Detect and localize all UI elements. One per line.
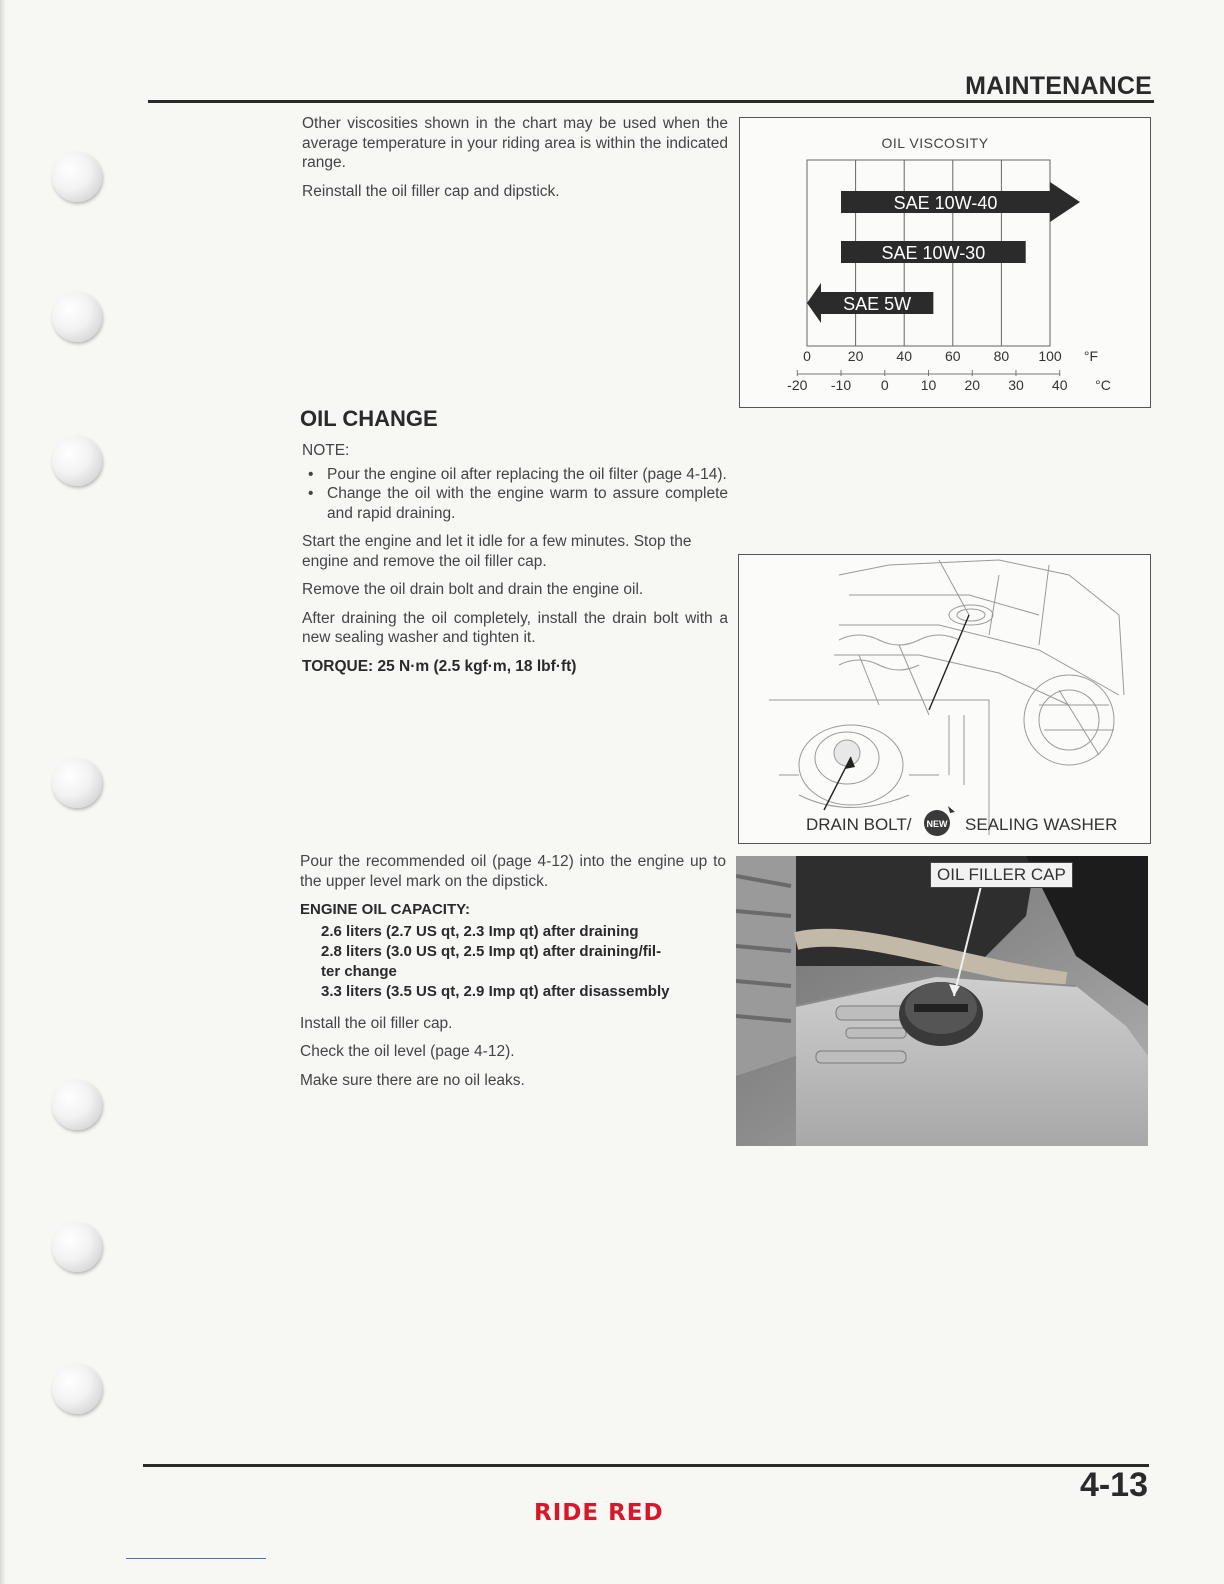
binder-hole [52, 152, 102, 202]
note-text: Change the oil with the engine warm to assure complete and rapid draining. [327, 485, 728, 522]
celsius-tick-label: 10 [920, 377, 937, 393]
refill-block [300, 852, 726, 1099]
oil-change-block [302, 441, 728, 685]
binder-hole [52, 758, 102, 808]
bullet-icon: • [308, 465, 314, 483]
page-number: 4-13 [1079, 1466, 1148, 1504]
step-install-drain-bolt: After draining the oil completely, install the drain bolt with a new sealing washer and tighten it. [302, 609, 728, 646]
step-check-level: Check the oil level (page 4-12). [300, 1043, 515, 1060]
note-list [302, 465, 728, 524]
drain-bolt-illustration [738, 554, 1151, 844]
capacity-line: 3.3 liters (3.5 US qt, 2.9 Imp qt) after disassembly [321, 982, 670, 1000]
torque-spec: TORQUE: 25 N·m (2.5 kgf·m, 18 lbf·ft) [302, 657, 577, 675]
viscosity-bar [841, 241, 1026, 263]
celsius-tick-label: 20 [964, 377, 981, 393]
section-title: MAINTENANCE [965, 72, 1152, 100]
header-rule [148, 100, 1154, 103]
step-check-leaks: Make sure there are no oil leaks. [300, 1071, 525, 1089]
intro-paragraph: Other viscosities shown in the chart may be used when the average temperature in your riding area is within the indicated range. [302, 115, 728, 171]
drain-bolt-label: DRAIN BOLT/ [806, 815, 912, 834]
binder-hole [52, 436, 102, 486]
page-binding-edge [0, 0, 6, 1584]
note-label: NOTE: [302, 442, 350, 459]
oil-change-heading: OIL CHANGE [300, 406, 438, 431]
viscosity-bar [807, 283, 933, 323]
new-badge-text: NEW [926, 819, 948, 829]
binder-hole [52, 1080, 102, 1130]
bar-arrow-left-icon [807, 283, 821, 323]
fahrenheit-tick-label: 100 [1038, 348, 1062, 364]
fahrenheit-tick-label: 60 [945, 348, 961, 364]
celsius-tick-label: -10 [830, 377, 852, 393]
celsius-tick-label: 0 [880, 377, 889, 393]
capacity-line: 2.8 liters (3.0 US qt, 2.5 Imp qt) after draining/fil- [321, 942, 662, 960]
binder-hole [52, 292, 102, 342]
intro-block [302, 114, 728, 210]
celsius-tick-label: -20 [787, 377, 808, 393]
step-start-engine: Start the engine and let it idle for a few minutes. Stop the engine and remove the oil filler cap. [302, 533, 692, 570]
note-item [302, 465, 728, 485]
viscosity-bar-label: SAE 5W [843, 294, 912, 314]
viscosity-chart-svg [740, 118, 1150, 407]
capacity-line: 2.6 liters (2.7 US qt, 2.3 Imp qt) after draining [321, 922, 639, 940]
footer-link-underline [126, 1558, 266, 1559]
fahrenheit-tick-label: 0 [803, 348, 811, 364]
new-part-icon [922, 804, 962, 840]
oil-filler-cap-label: OIL FILLER CAP [930, 862, 1073, 888]
sealing-washer-label: SEALING WASHER [965, 815, 1118, 834]
viscosity-bar-label: SAE 10W-40 [893, 193, 998, 213]
ride-red-logo: RIDE RED [534, 1500, 664, 1526]
bullet-icon: • [308, 485, 314, 502]
engine-line-drawing [739, 555, 1150, 843]
note-text: Pour the engine oil after replacing the oil filter (page 4-14). [327, 465, 727, 483]
celsius-tick-label: 30 [1008, 377, 1024, 393]
step-install-cap: Install the oil filler cap. [300, 1014, 453, 1032]
bar-arrow-right-icon [1050, 182, 1080, 222]
fahrenheit-tick-label: 40 [896, 348, 912, 364]
viscosity-bar-label: SAE 10W-30 [881, 243, 986, 263]
capacity-line: ter change [321, 962, 397, 980]
fahrenheit-tick-label: 80 [993, 348, 1010, 364]
oil-filler-cap-photo [736, 856, 1148, 1146]
celsius-tick-label: 40 [1051, 377, 1068, 393]
oil-viscosity-chart [739, 117, 1151, 408]
binder-hole [52, 1222, 102, 1272]
step-pour-oil: Pour the recommended oil (page 4-12) into the engine up to the upper level mark on the dipstick. [300, 853, 726, 890]
note-item [302, 484, 728, 523]
footer-rule [143, 1464, 1149, 1467]
engine-photo-drawing [736, 856, 1148, 1146]
capacity-heading: ENGINE OIL CAPACITY: [300, 901, 471, 918]
fahrenheit-tick-label: 20 [847, 348, 864, 364]
step-remove-drain-bolt: Remove the oil drain bolt and drain the engine oil. [302, 581, 644, 598]
reinstall-paragraph: Reinstall the oil filler cap and dipstick. [302, 182, 560, 200]
fahrenheit-unit-label: °F [1083, 348, 1099, 364]
celsius-unit-label: °C [1095, 377, 1111, 393]
chart-title: OIL VISCOSITY [881, 135, 989, 151]
binder-hole [52, 1364, 102, 1414]
viscosity-bar [841, 182, 1080, 222]
